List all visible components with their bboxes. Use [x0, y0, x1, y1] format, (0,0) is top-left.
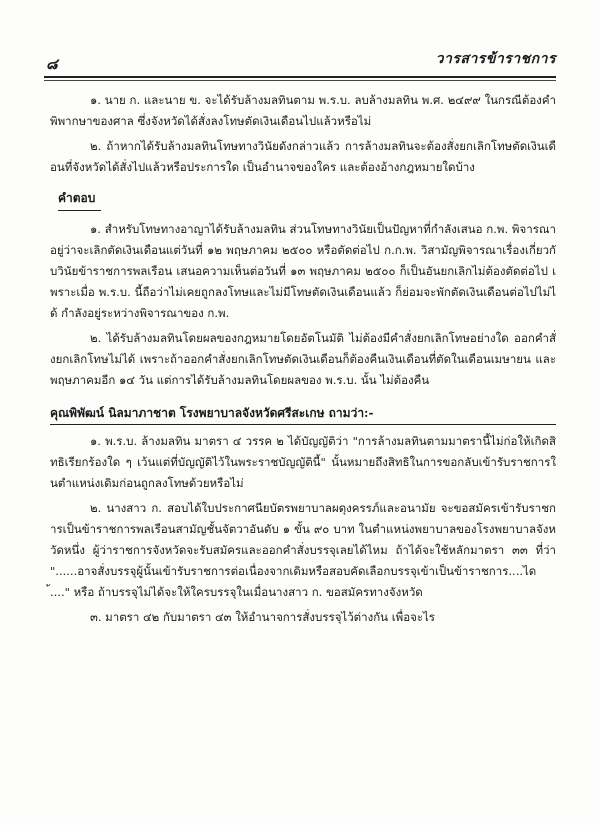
page-number: ๘ [46, 55, 58, 73]
answer-paragraph-1: ๑. สำหรับโทษทางอาญาได้รับล้างมลทิน ส่วนโทษทางวินัยเป็นปัญหาที่กำลังเสนอ ก.พ. พิจารณาอยู่ว่าจะเลิกตัดเงินเดือนแต่วันที่ ๑๒ พฤษภาคม ๒๕๐๐ หรือตัดต่อไป ก.ก.พ. วิสามัญพิจารณาเรื่องเกี่ยวกับวินัยข้าราชการพลเรือน เสนอความเห็นต่อวันที่ ๑๓ พฤษภาคม ๒๕๐๐ ก็เป็นอันยกเลิกไม่ต้องตัดต่อไป เพราะเมื่อ พ.ร.บ. นี้ถือว่าไม่เคยถูกลงโทษและไม่มีโทษตัดเงินเดือนแล้ว ก็ย่อมจะพักตัดเงินเดือนต่อไปไม่ได้ กำลังอยู่ระหว่างพิจารณาของ ก.พ. [50, 222, 556, 320]
question2-paragraph-1: ๑. พ.ร.บ. ล้างมลทิน มาตรา ๔ วรรค ๒ ได้บัญญัติว่า "การล้างมลทินตามมาตรานี้ไม่ก่อให้เกิดสิทธิเรียกร้องใด ๆ เว้นแต่ที่บัญญัติไว้ในพระราชบัญญัตินี้" นั้นหมายถึงสิทธิในการขอกลับเข้ารับราชการในตำแหน่งเดิมก่อนถูกลงโทษด้วยหรือไม่ [50, 434, 556, 490]
question-paragraph-2: ๒. ถ้าหากได้รับล้างมลทินโทษทางวินัยดังกล่าวแล้ว การล้างมลทินจะต้องสั่งยกเลิกโทษตัดเงินเดือนที่จังหวัดได้สั่งไปแล้วหรือประการใด เป็นอำนาจของใคร และต้องอ้างกฎหมายใดบ้าง [50, 139, 556, 174]
question2-paragraph-3: ๓. มาตรา ๔๒ กับมาตรา ๔๓ ให้อำนาจการสั่งบรรจุไว้ต่างกัน เพื่อจะไร [90, 610, 435, 624]
header-rule [44, 76, 556, 78]
answer-heading: คำตอบ [58, 188, 101, 211]
questioner-heading: คุณพิพัฒน์ นิลมาภาชาต โรงพยาบาลจังหวัดศรีสะเกษ ถามว่า:- [50, 403, 556, 425]
answer-paragraph-2: ๒. ได้รับล้างมลทินโดยผลของกฎหมายโดยอัตโนมัติ ไม่ต้องมีคำสั่งยกเลิกโทษอย่างใด ออกคำสั่งยกเลิกโทษไม่ได้ เพราะถ้าออกคำสั่งยกเลิกโทษตัดเงินเดือนก็ต้องคืนเงินเดือนที่ตัดในเดือนเมษายน และพฤษภาคมอีก ๑๔ วัน แต่การได้รับล้างมลทินโดยผลของ พ.ร.บ. นั้น ไม่ต้องคืน [50, 331, 556, 387]
question-paragraph-1: ๑. นาย ก. และนาย ข. จะได้รับล้างมลทินตาม พ.ร.บ. ลบล้างมลทิน พ.ศ. ๒๔๙๙ ในกรณีต้องคำพิพากษาของศาล ซึ่งจังหวัดได้สั่งลงโทษตัดเงินเดือนไปแล้วหรือไม่ [50, 93, 556, 128]
header-rule-thin [44, 80, 556, 81]
document-body [50, 90, 556, 632]
question2-paragraph-2: ๒. นางสาว ก. สอบได้ใบประกาศนียบัตรพยาบาลผดุงครรภ์และอนามัย จะขอสมัครเข้ารับราชการเป็นข้าราชการพลเรือนสามัญชั้นจัตวาอันดับ ๑ ขั้น ๙๐ บาท ในตำแหน่งพยาบาลของโรงพยาบาลจังหวัดหนึ่ง ผู้ว่าราชการจังหวัดจะรับสมัครและออกคำสั่งบรรจุเลยได้ไหม ถ้าได้จะใช้หลักมาตรา ๓๓ ที่ว่า "......อาจสั่งบรรจุผู้นั้นเข้ารับราชการต่อเนื่องจากเดิมหรือสอบคัดเลือกบรรจุเข้าเป็นข้าราชการ....ได้...." หรือ ถ้าบรรจุไม่ได้จะให้ใครบรรจุในเมื่อนางสาว ก. ขอสมัครทางจังหวัด [50, 501, 556, 599]
page-header [44, 46, 556, 74]
journal-title: วารสารข้าราชการ [435, 51, 556, 67]
